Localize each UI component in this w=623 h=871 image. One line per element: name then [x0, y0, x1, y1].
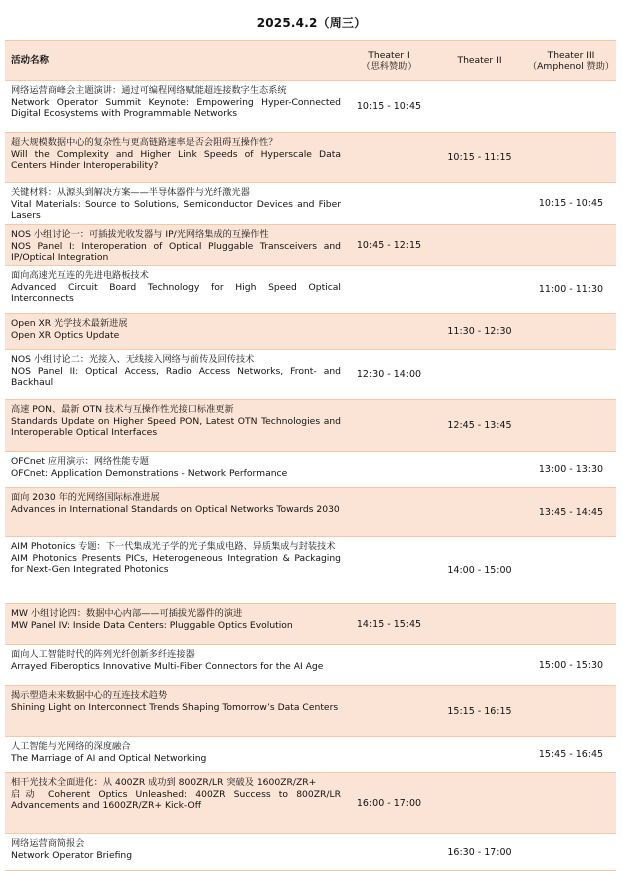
time-theater-2: [433, 266, 526, 313]
time-theater-3: 13:45 - 14:45: [538, 506, 604, 518]
table-row: [5, 314, 616, 350]
session-title-zh: 关键材料：从源头到解决方案——半导体器件与光纤激光器: [11, 187, 250, 198]
time-theater-2: 10:15 - 11:15: [447, 152, 512, 163]
session-title: [5, 645, 345, 685]
theater-3-name: Theater III: [547, 49, 595, 61]
session-title-en: Network Operator Summit Keynote: Empowering Hyper-Connected Digital Ecosystems with Programmable Networks: [11, 96, 341, 120]
time-theater-3: 11:00 - 11:30: [538, 284, 604, 295]
session-title-en: Shining Light on Interconnect Trends Shaping Tomorrow’s Data Centers: [11, 701, 339, 713]
session-title-zh: 揭示塑造未来数据中心的互连技术趋势: [11, 690, 168, 701]
session-title: [5, 314, 345, 349]
theater-3-sponsor: （Amphenol 赞助）: [527, 60, 615, 72]
session-title-en: NOS Panel I: Interoperation of Optical Pluggable Transceivers and IP/Optical Integration: [11, 240, 341, 264]
time-theater-3: [526, 225, 616, 265]
time-theater-3: 15:45 - 16:45: [538, 749, 604, 760]
header-activity: 活动名称: [11, 54, 50, 66]
time-theater-2: [433, 452, 526, 487]
session-title-zh: 超大规模数据中心的复杂性与更高链路速率是否会阻碍互操作性？: [11, 137, 278, 148]
session-title-zh: 高速 PON、最新 OTN 技术与互操作性光接口标准更新: [11, 404, 234, 415]
table-row: [5, 686, 616, 737]
table-row: [5, 183, 616, 225]
time-theater-1: 10:45 - 12:15: [356, 239, 422, 251]
time-theater-2: [433, 737, 526, 772]
session-title-en: Advances in International Standards on Optical Networks Towards 2030: [11, 503, 340, 515]
session-title-zh: Open XR 光学技术最新进展: [11, 318, 128, 329]
session-title-zh: OFCnet 应用演示：网络性能专题: [11, 456, 149, 467]
time-theater-2: [433, 645, 526, 685]
time-theater-3: [526, 537, 616, 603]
table-row: [5, 350, 616, 400]
time-theater-1: 16:00 - 17:00: [356, 797, 422, 809]
time-theater-1: [345, 488, 433, 536]
time-theater-3: 15:00 - 15:30: [538, 659, 604, 671]
table-row: [5, 537, 616, 604]
time-theater-1: [345, 834, 433, 870]
time-theater-3: [526, 773, 616, 833]
time-theater-3: [526, 834, 616, 870]
header-theater-1: [345, 41, 433, 80]
time-theater-1: [345, 537, 433, 603]
session-title: [5, 773, 345, 833]
time-theater-2: [433, 604, 526, 644]
table-row: [5, 266, 616, 314]
session-title: [5, 488, 345, 536]
time-theater-3: [526, 133, 616, 182]
session-title-en: Open XR Optics Update: [11, 329, 120, 341]
time-theater-1: [345, 183, 433, 224]
table-row: [5, 834, 616, 871]
session-title-en: Vital Materials: Source to Solutions, Semiconductor Devices and Fiber Lasers: [11, 198, 341, 222]
time-theater-2: [433, 488, 526, 536]
session-title-en: AIM Photonics Presents PICs, Heterogeneous Integration & Packaging for Next-Gen Integrated Photonics: [11, 552, 341, 576]
theater-2-name: Theater II: [457, 55, 502, 66]
session-title-en: NOS Panel II: Optical Access, Radio Access Networks, Front- and Backhaul: [11, 365, 341, 389]
time-theater-1: [345, 314, 433, 349]
table-header-row: [5, 41, 616, 81]
table-row: [5, 81, 616, 133]
table-row: [5, 452, 616, 488]
session-title: [5, 133, 345, 182]
time-theater-1: [345, 645, 433, 685]
page-date-title: 2025.4.2（周三）: [256, 16, 367, 30]
session-title-zh: NOS 小组讨论一：可插拔光收发器与 IP/光网络集成的互操作性: [11, 229, 269, 240]
session-title: [5, 604, 345, 644]
session-title-en: 启动 Coherent Optics Unleashed: 400ZR Success to 800ZR/LR Advancements and 1600ZR/ZR+ Kick-Off: [11, 788, 341, 812]
time-theater-2: 12:45 - 13:45: [447, 420, 512, 431]
session-title-zh: 网络运营商简报会: [11, 838, 85, 849]
time-theater-3: [526, 81, 616, 132]
time-theater-3: [526, 604, 616, 644]
time-theater-2: 11:30 - 12:30: [447, 326, 512, 337]
session-title-en: MW Panel IV: Inside Data Centers: Pluggable Optics Evolution: [11, 619, 293, 631]
session-title: [5, 452, 345, 487]
time-theater-1: [345, 686, 433, 736]
session-title-en: Standards Update on Higher Speed PON, Latest OTN Technologies and Interoperable Optical Interfaces: [11, 415, 341, 439]
table-row: [5, 400, 616, 452]
session-title-zh: MW 小组讨论四：数据中心内部——可插拔光器件的演进: [11, 608, 243, 619]
session-title-zh: 相干光技术全面进化：从 400ZR 成功到 800ZR/LR 突破及 1600ZR/ZR+: [11, 777, 317, 788]
session-title: [5, 834, 345, 870]
time-theater-1: [345, 737, 433, 772]
time-theater-3: [526, 314, 616, 349]
session-title-zh: 人工智能与光网络的深度融合: [11, 741, 131, 752]
time-theater-3: [526, 400, 616, 451]
schedule-table: [5, 40, 616, 871]
time-theater-2: [433, 773, 526, 833]
time-theater-2: [433, 81, 526, 132]
session-title-zh: AIM Photonics 专题：下一代集成光子学的光子集成电路、异质集成与封装技术: [11, 541, 336, 552]
session-title-en: Will the Complexity and Higher Link Speeds of Hyperscale Data Centers Hinder Interoperability?: [11, 148, 341, 172]
session-title: [5, 350, 345, 399]
header-theater-2: [433, 41, 526, 80]
session-title: [5, 686, 345, 736]
session-title-en: OFCnet: Application Demonstrations - Network Performance: [11, 467, 288, 479]
time-theater-2: 16:30 - 17:00: [447, 846, 512, 858]
time-theater-1: [345, 266, 433, 313]
table-row: [5, 488, 616, 537]
table-row: [5, 225, 616, 266]
session-title-zh: 面向人工智能时代的阵列光纤创新多纤连接器: [11, 649, 195, 660]
session-title: [5, 537, 345, 603]
time-theater-2: 14:00 - 15:00: [447, 564, 512, 576]
session-title: [5, 266, 345, 313]
table-row: [5, 737, 616, 773]
time-theater-3: [526, 686, 616, 736]
session-title: [5, 183, 345, 224]
header-theater-3: [526, 41, 616, 80]
session-title-en: The Marriage of AI and Optical Networking: [11, 752, 207, 764]
time-theater-1: 12:30 - 14:00: [356, 369, 422, 380]
table-row: [5, 604, 616, 645]
session-title-en: Advanced Circuit Board Technology for High Speed Optical Interconnects: [11, 281, 341, 305]
table-row: [5, 645, 616, 686]
time-theater-2: [433, 350, 526, 399]
table-row: [5, 133, 616, 183]
time-theater-3: [526, 350, 616, 399]
time-theater-3: 10:15 - 10:45: [538, 198, 604, 209]
time-theater-1: [345, 133, 433, 182]
session-title-en: Arrayed Fiberoptics Innovative Multi-Fiber Connectors for the AI Age: [11, 660, 324, 672]
time-theater-2: [433, 225, 526, 265]
time-theater-1: [345, 400, 433, 451]
session-title: [5, 81, 345, 132]
table-row: [5, 773, 616, 834]
theater-1-sponsor: （思科赞助）: [361, 60, 417, 72]
session-title-zh: 网络运营商峰会主题演讲：通过可编程网络赋能超连接数字生态系统: [11, 85, 287, 96]
session-title-en: Network Operator Briefing: [11, 849, 133, 861]
time-theater-2: 15:15 - 16:15: [447, 705, 512, 717]
session-title-zh: 面向高速光互连的先进电路板技术: [11, 270, 149, 281]
time-theater-1: [345, 452, 433, 487]
session-title: [5, 400, 345, 451]
time-theater-1: 10:15 - 10:45: [356, 101, 422, 112]
time-theater-3: 13:00 - 13:30: [538, 464, 604, 475]
theater-1-name: Theater I: [368, 49, 410, 61]
session-title: [5, 225, 345, 265]
session-title-zh: NOS 小组讨论二：光接入、无线接入网络与前传及回传技术: [11, 354, 255, 365]
session-title-zh: 面向 2030 年的光网络国际标准进展: [11, 492, 160, 503]
time-theater-1: 14:15 - 15:45: [356, 618, 422, 630]
time-theater-2: [433, 183, 526, 224]
session-title: [5, 737, 345, 772]
